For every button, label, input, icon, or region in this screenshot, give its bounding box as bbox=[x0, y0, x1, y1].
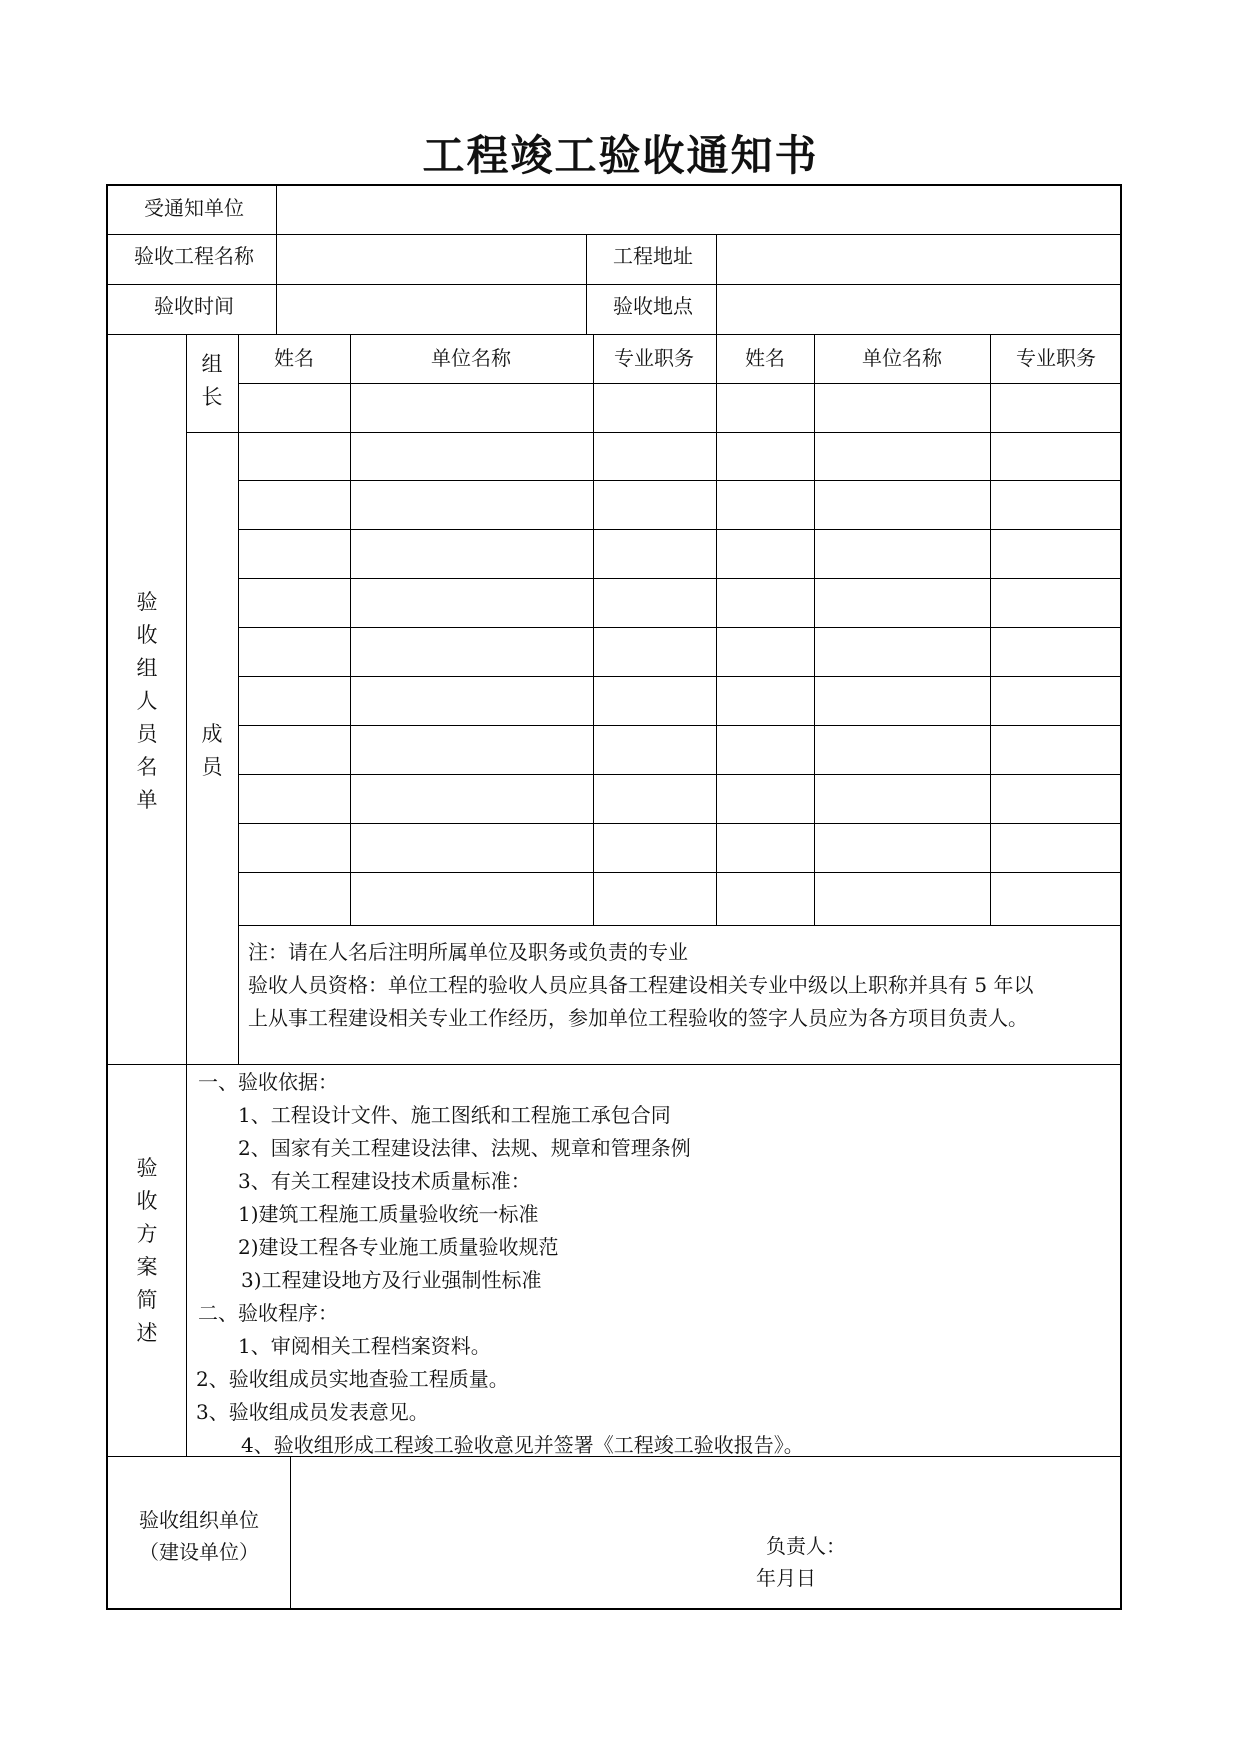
header-name: 姓名 bbox=[745, 346, 785, 370]
plan-line: 1、工程设计文件、施工图纸和工程施工承包合同 bbox=[238, 1103, 671, 1127]
project-address-field[interactable] bbox=[718, 236, 1122, 282]
vertical-char: 单 bbox=[136, 788, 158, 812]
plan-line: 3、有关工程建设技术质量标准： bbox=[238, 1169, 531, 1193]
organizer-sublabel: （建设单位） bbox=[139, 1540, 259, 1564]
row-divider bbox=[108, 1456, 1122, 1457]
inspection-location-field[interactable] bbox=[718, 286, 1122, 332]
vertical-char: 员 bbox=[136, 722, 158, 746]
row-divider bbox=[238, 529, 1122, 530]
organizer-label: 验收组织单位 bbox=[139, 1508, 259, 1532]
vertical-char: 简 bbox=[136, 1288, 158, 1312]
vertical-char: 验 bbox=[136, 590, 158, 614]
row-divider bbox=[108, 1064, 1122, 1065]
notified-unit-field[interactable] bbox=[278, 186, 1122, 234]
inspection-time-field[interactable] bbox=[278, 286, 584, 332]
col-divider bbox=[593, 334, 594, 925]
row-divider bbox=[238, 725, 1122, 726]
plan-side-label bbox=[133, 1152, 161, 1350]
row-divider bbox=[238, 480, 1122, 481]
inspection-location-label: 验收地点 bbox=[613, 294, 693, 318]
row-divider bbox=[238, 676, 1122, 677]
project-name-label: 验收工程名称 bbox=[134, 244, 254, 268]
inspection-group-side-label bbox=[133, 586, 161, 817]
plan-line: 4、验收组形成工程竣工验收意见并签署《工程竣工验收报告》。 bbox=[241, 1433, 804, 1457]
header-unit-name: 单位名称 bbox=[862, 346, 942, 370]
header-name: 姓名 bbox=[274, 346, 314, 370]
col-divider bbox=[290, 1456, 291, 1610]
row-divider bbox=[238, 823, 1122, 824]
plan-line: 1)建筑工程施工质量验收统一标准 bbox=[238, 1202, 539, 1226]
col-divider bbox=[186, 334, 187, 1456]
vertical-char: 方 bbox=[136, 1222, 158, 1246]
responsible-person-label: 负责人： bbox=[766, 1534, 846, 1558]
vertical-char: 组 bbox=[136, 656, 158, 680]
vertical-char: 名 bbox=[136, 755, 158, 779]
col-divider bbox=[716, 234, 717, 334]
vertical-char: 人 bbox=[136, 689, 158, 713]
organizer-signature-area[interactable] bbox=[292, 1458, 1122, 1610]
vertical-char: 述 bbox=[136, 1321, 158, 1345]
row-divider bbox=[238, 925, 1122, 926]
plan-line: 1、审阅相关工程档案资料。 bbox=[238, 1334, 491, 1358]
plan-line: 2、国家有关工程建设法律、法规、规章和管理条例 bbox=[238, 1136, 691, 1160]
plan-line: 3、验收组成员发表意见。 bbox=[196, 1400, 429, 1424]
note-line: 上从事工程建设相关专业工作经历，参加单位工程验收的签字人员应为各方项目负责人。 bbox=[248, 1006, 1028, 1030]
vertical-char: 收 bbox=[136, 623, 158, 647]
header-title: 专业职务 bbox=[1016, 346, 1096, 370]
notified-unit-label: 受通知单位 bbox=[144, 196, 244, 220]
header-unit-name: 单位名称 bbox=[431, 346, 511, 370]
vertical-char: 收 bbox=[136, 1189, 158, 1213]
plan-line: 2、验收组成员实地查验工程质量。 bbox=[196, 1367, 509, 1391]
vertical-char: 员 bbox=[201, 755, 223, 779]
vertical-char: 组 bbox=[201, 352, 223, 376]
note-line: 验收人员资格：单位工程的验收人员应具备工程建设相关专业中级以上职称并具有 5 年以 bbox=[248, 973, 1034, 997]
vertical-char: 验 bbox=[136, 1156, 158, 1180]
vertical-char: 成 bbox=[201, 722, 223, 746]
plan-line: 二、验收程序： bbox=[198, 1301, 338, 1325]
plan-line: 3)工程建设地方及行业强制性标准 bbox=[241, 1268, 542, 1292]
row-divider bbox=[238, 383, 1122, 384]
vertical-char: 案 bbox=[136, 1255, 158, 1279]
col-divider bbox=[586, 234, 587, 334]
leader-label bbox=[198, 348, 226, 414]
vertical-char: 长 bbox=[201, 385, 223, 409]
header-title: 专业职务 bbox=[614, 346, 694, 370]
row-divider bbox=[238, 578, 1122, 579]
plan-line: 2)建设工程各专业施工质量验收规范 bbox=[238, 1235, 559, 1259]
row-divider bbox=[238, 627, 1122, 628]
notice-form bbox=[106, 184, 1122, 1610]
plan-line: 一、验收依据： bbox=[198, 1070, 338, 1094]
col-divider bbox=[990, 334, 991, 925]
row-divider bbox=[108, 284, 1122, 285]
note-line: 注：请在人名后注明所属单位及职务或负责的专业 bbox=[248, 940, 688, 964]
document-title: 工程竣工验收通知书 bbox=[422, 131, 819, 180]
project-address-label: 工程地址 bbox=[613, 244, 693, 268]
col-divider bbox=[716, 334, 717, 925]
col-divider bbox=[276, 186, 277, 334]
row-divider bbox=[108, 334, 1122, 335]
inspection-time-label: 验收时间 bbox=[154, 294, 234, 318]
row-divider bbox=[238, 774, 1122, 775]
col-divider bbox=[814, 334, 815, 925]
members-label bbox=[198, 718, 226, 784]
col-divider bbox=[238, 334, 239, 1064]
date-label: 年月日 bbox=[756, 1566, 816, 1590]
row-divider bbox=[238, 872, 1122, 873]
project-name-field[interactable] bbox=[278, 236, 584, 282]
row-divider bbox=[186, 432, 1122, 433]
col-divider bbox=[350, 334, 351, 925]
row-divider bbox=[108, 234, 1122, 235]
